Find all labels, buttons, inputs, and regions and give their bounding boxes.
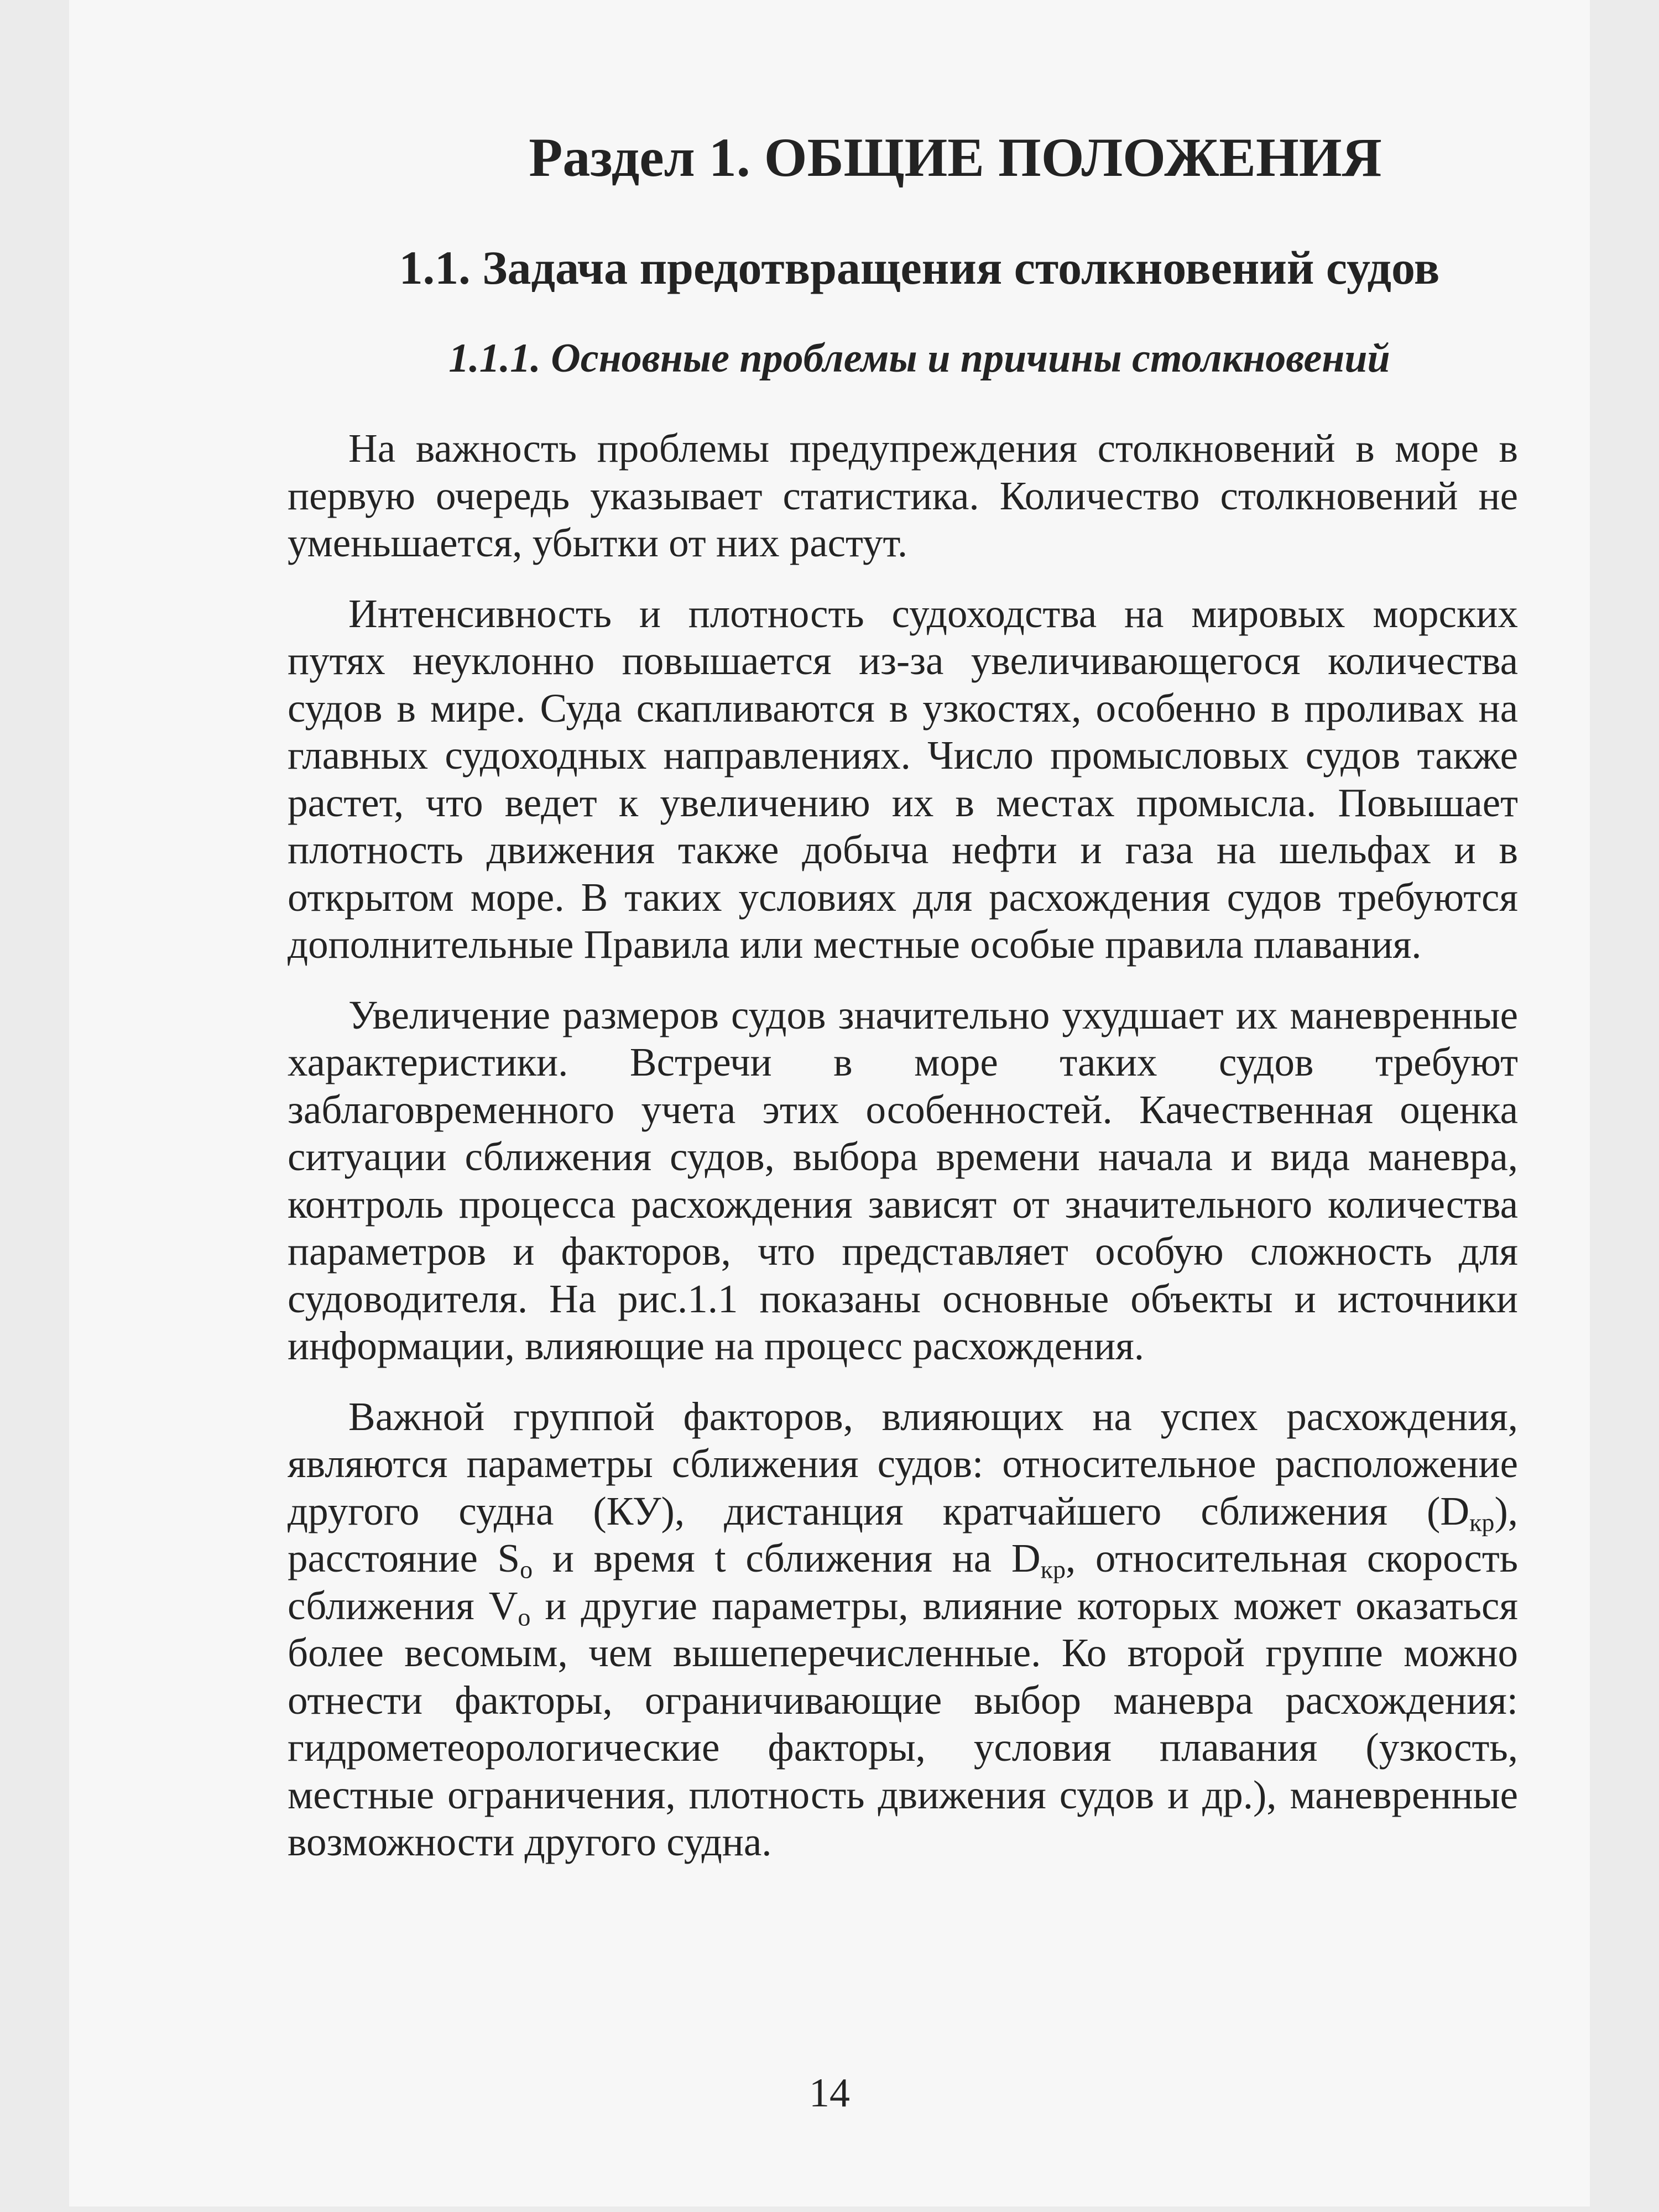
paragraph-4-text-4: , относительная скорость сближения V	[288, 1536, 1519, 1628]
paragraph-4-text-5: и другие параметры, влияние которых может оказаться более весомым, чем вышеперечисленные. Ко второй группе можно отнести факторы, ограничивающие выбор маневра расхождения: гидрометеорологические факторы, условия плавания (узкость, местные ограничения, плотность движения судов и др.), маневренные возможности другого судна.	[288, 1583, 1518, 1864]
subsection-title: 1.1. Задача предотвращения столкновений судов	[399, 241, 1440, 294]
subscript-o: о	[520, 1555, 533, 1584]
page-number: 14	[809, 2070, 850, 2116]
paragraph-4-text-1: Важной группой факторов, влияющих на успех расхождения, являются параметры сближения судов: относительное расположение другого судна (КУ), дистанция кратчайшего сближения (D	[288, 1394, 1518, 1533]
paragraph-2: Интенсивность и плотность судоходства на мировых морских путях неуклонно повышается из-за увеличивающегося количества судов в мире. Суда скапливаются в узкостях, особенно в проливах на главных судоходных направлениях. Число промысловых судов также растет, что ведет к увеличению их в местах промысла. Повышает плотность движения также добыча нефти и газа на шельфах и в открытом море. В таких условиях для расхождения судов требуются дополнительные Правила или местные особые правила плавания.	[288, 591, 1518, 967]
subscript-o: о	[518, 1603, 531, 1631]
paragraph-4	[288, 1393, 1518, 1866]
paragraph-4-text-2: ), расстояние S	[288, 1488, 1518, 1580]
subscript-kr: кр	[1040, 1555, 1066, 1584]
paragraph-3: Увеличение размеров судов значительно ухудшает их маневренные характеристики. Встречи в море таких судов требуют заблаговременного учета этих особенностей. Качественная оценка ситуации сближения судов, выбора времени начала и вида маневра, контроль процесса расхождения зависят от значительного количества параметров и факторов, что представляет особую сложность для судоводителя. На рис.1.1 показаны основные объекты и источники информации, влияющие на процесс расхождения.	[288, 992, 1518, 1368]
page-content	[288, 122, 1518, 1889]
section-title: Раздел 1. ОБЩИЕ ПОЛОЖЕНИЯ	[529, 127, 1382, 188]
subscript-kr: кр	[1469, 1508, 1495, 1536]
book-page	[69, 0, 1590, 2206]
subsubsection-title: 1.1.1. Основные проблемы и причины столкновений	[448, 336, 1390, 381]
paragraph-4-text-3: и время t сближения на D	[533, 1536, 1041, 1580]
paragraph-1: На важность проблемы предупреждения столкновений в море в первую очередь указывает статистика. Количество столкновений не уменьшается, убытки от них растут.	[288, 426, 1518, 565]
